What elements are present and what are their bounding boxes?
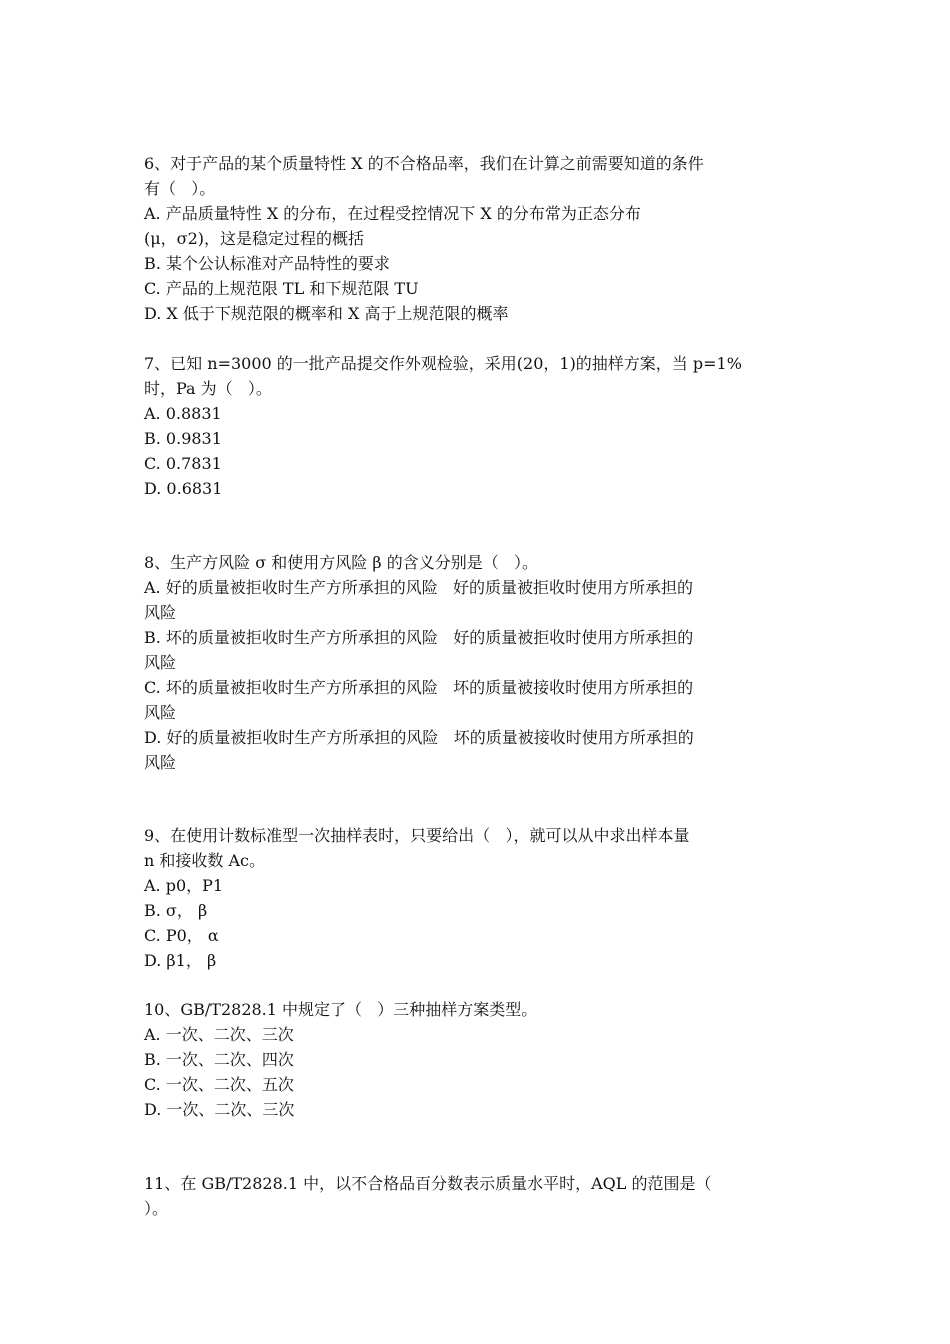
option-c: C. 一次、二次、五次	[144, 1075, 294, 1094]
option-b: B. 一次、二次、四次	[144, 1050, 294, 1069]
option-c: C. 产品的上规范限 TL 和下规范限 TU	[144, 279, 419, 298]
option-d: D. 一次、二次、三次	[144, 1100, 295, 1119]
question-stem: 时，Pa 为（ ）。	[144, 379, 272, 398]
option-d-continued: 风险	[144, 753, 177, 772]
option-d: D. 好的质量被拒收时生产方所承担的风险 坏的质量被接收时使用方所承担的	[144, 728, 694, 747]
option-b: B. σ， β	[144, 901, 208, 920]
question-stem: 9、在使用计数标准型一次抽样表时，只要给出（ ），就可以从中求出样本量	[144, 826, 690, 845]
question-stem: 6、对于产品的某个质量特性 X 的不合格品率，我们在计算之前需要知道的条件	[144, 154, 704, 173]
option-a: A. 一次、二次、三次	[144, 1025, 294, 1044]
option-a-continued: (μ，σ2)，这是稳定过程的概括	[144, 229, 364, 248]
option-b: B. 某个公认标准对产品特性的要求	[144, 254, 390, 273]
question-stem: 10、GB/T2828.1 中规定了（ ）三种抽样方案类型。	[144, 1000, 538, 1019]
option-b: B. 0.9831	[144, 429, 222, 448]
option-a: A. p0，P1	[144, 876, 224, 895]
option-c-continued: 风险	[144, 703, 177, 722]
option-b: B. 坏的质量被拒收时生产方所承担的风险 好的质量被拒收时使用方所承担的	[144, 628, 694, 647]
question-stem: ）。	[144, 1199, 169, 1218]
question-stem: 有（ ）。	[144, 179, 216, 198]
question-11	[144, 1171, 814, 1221]
question-7	[144, 351, 814, 501]
option-c: C. 坏的质量被拒收时生产方所承担的风险 坏的质量被接收时使用方所承担的	[144, 678, 694, 697]
option-a: A. 0.8831	[144, 404, 222, 423]
option-a: A. 好的质量被拒收时生产方所承担的风险 好的质量被拒收时使用方所承担的	[144, 578, 693, 597]
option-d: D. β1， β	[144, 951, 217, 970]
question-10	[144, 997, 814, 1122]
option-a: A. 产品质量特性 X 的分布，在过程受控情况下 X 的分布常为正态分布	[144, 204, 641, 223]
question-stem: 8、生产方风险 σ 和使用方风险 β 的含义分别是（ ）。	[144, 553, 538, 572]
option-c: C. P0， α	[144, 926, 219, 945]
option-c: C. 0.7831	[144, 454, 222, 473]
option-a-continued: 风险	[144, 603, 177, 622]
question-6	[144, 151, 814, 326]
option-d: D. X 低于下规范限的概率和 X 高于上规范限的概率	[144, 304, 509, 323]
question-9	[144, 823, 814, 973]
option-d: D. 0.6831	[144, 479, 223, 498]
option-b-continued: 风险	[144, 653, 177, 672]
question-stem: 11、在 GB/T2828.1 中，以不合格品百分数表示质量水平时，AQL 的范围是（	[144, 1174, 712, 1193]
question-stem: n 和接收数 Ac。	[144, 851, 265, 870]
question-8	[144, 550, 814, 775]
question-stem: 7、已知 n=3000 的一批产品提交作外观检验，采用(20，1)的抽样方案，当 p=1%	[144, 354, 742, 373]
